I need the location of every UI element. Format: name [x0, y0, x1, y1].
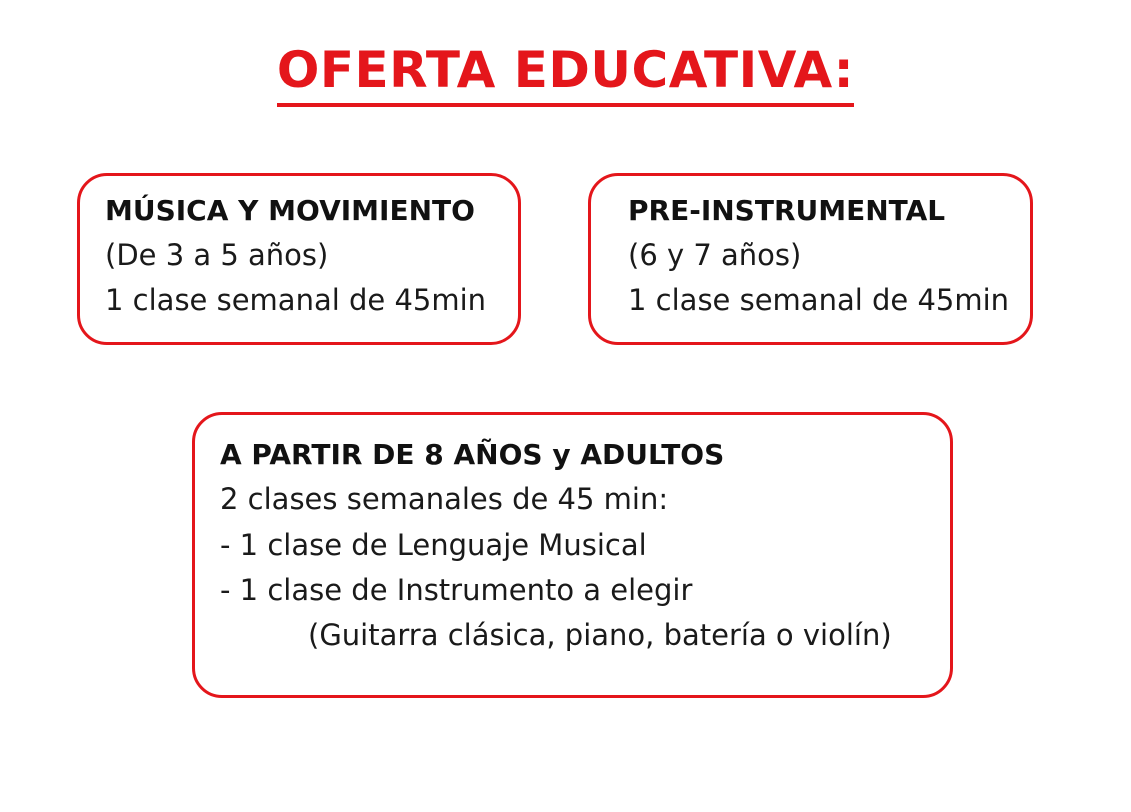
card-musica-heading: MÚSICA Y MOVIMIENTO: [105, 194, 475, 227]
card-adultos-item-instrumento: - 1 clase de Instrumento a elegir: [220, 573, 693, 607]
card-adultos-item-lenguaje: - 1 clase de Lenguaje Musical: [220, 528, 647, 562]
card-pre-instrumental-heading: PRE-INSTRUMENTAL: [628, 194, 946, 227]
card-pre-instrumental-age: (6 y 7 años): [628, 238, 802, 272]
card-musica-schedule: 1 clase semanal de 45min: [105, 283, 487, 317]
card-musica-age: (De 3 a 5 años): [105, 238, 329, 272]
page-title: OFERTA EDUCATIVA:: [277, 40, 854, 107]
page-title-wrapper: [0, 40, 1131, 107]
card-adultos-instruments-list: (Guitarra clásica, piano, batería o violín): [308, 618, 892, 652]
card-pre-instrumental-schedule: 1 clase semanal de 45min: [628, 283, 1010, 317]
card-adultos-schedule: 2 clases semanales de 45 min:: [220, 482, 669, 516]
card-adultos-heading: A PARTIR DE 8 AÑOS y ADULTOS: [220, 438, 725, 471]
